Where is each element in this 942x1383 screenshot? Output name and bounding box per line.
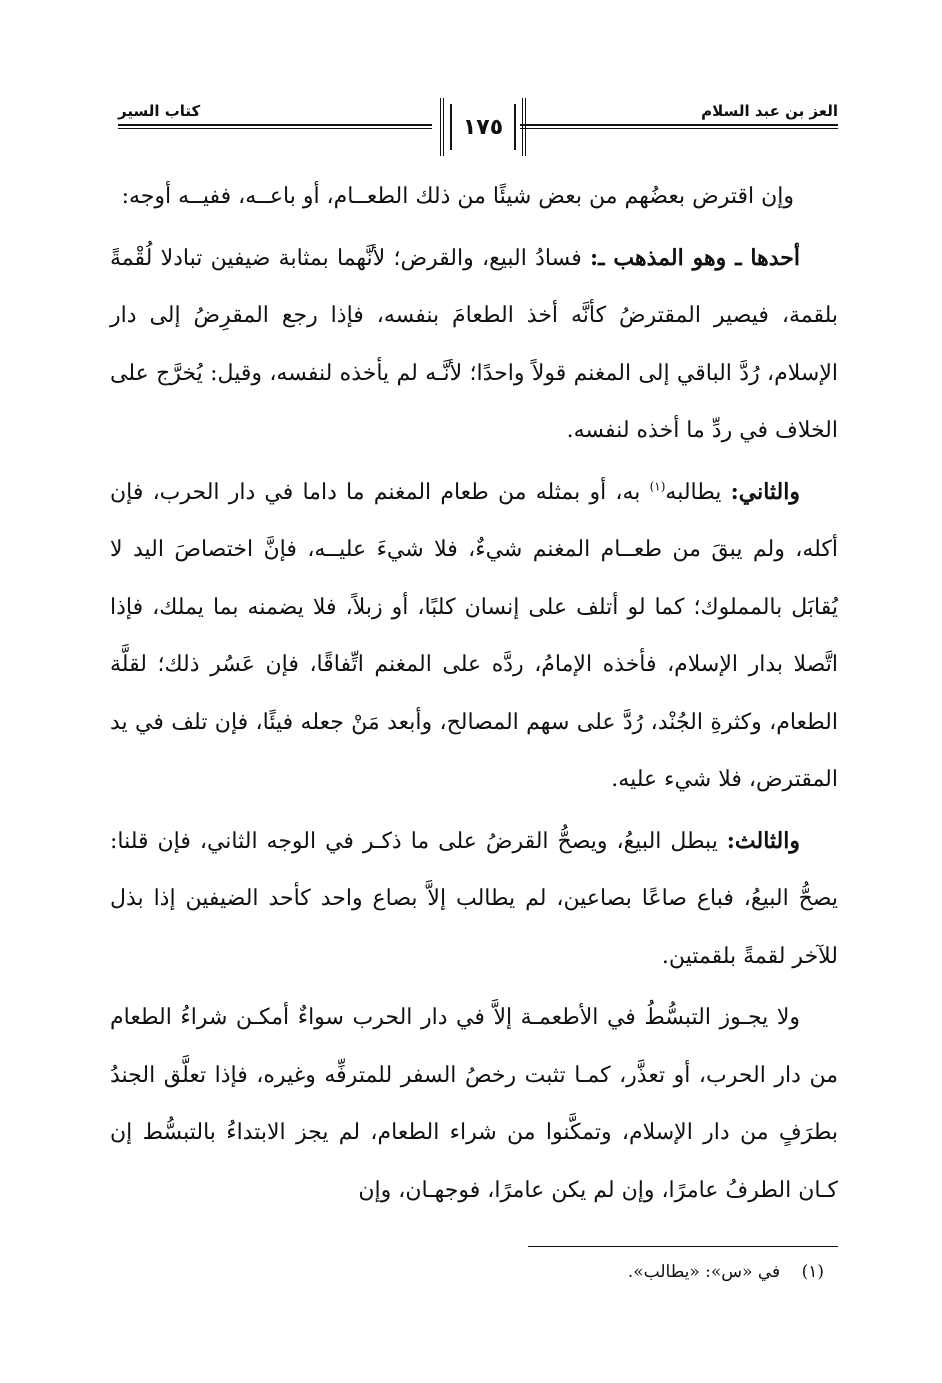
running-header [118,98,838,158]
paragraph-text: فسادُ البيع، والقرض؛ لأنَّهما بمثابة ضيفين تبادلا لُقْمةً بلقمة، فيصير المقترضُ كأنَّه أخذ الطعامَ بنفسه، فإذا رجع المقرِضُ إلى دار الإسلام، رُدَّ الباقي إلى المغنم قولاً واحدًا؛ لأنَّـه لم يأخذه لنفسه، وقيل: يُخرَّج على الخلاف في ردِّ ما أخذه لنفسه. [110,245,838,443]
page-number: ١٧٥ [450,104,516,150]
paragraph-lead: أحدها ـ وهو المذهب ـ: [589,244,800,271]
footnote-separator [528,1246,838,1247]
paragraph-1 [110,168,838,226]
paragraph-text: وإن اقترض بعضُهم من بعض شيئًا من ذلك الطعــام، أو باعــه، ففيــه أوجه: [121,184,794,209]
footnote-reference: (١) [649,479,666,494]
paragraph-lead: والثالث: [726,827,800,854]
paragraph-text: يبطل البيعُ، ويصحُّ القرضُ على ما ذكـر في الوجه الثاني، فإن قلنا: يصحُّ البيعُ، فباع صاعًا بصاعين، لم يطالب إلاَّ بصاع واحد كأحد الضيفين إذا بذل للآخر لقمةً بلقمتين. [110,828,838,969]
footnote-text: في «س»: «يطالب». [627,1262,781,1282]
paragraph-4 [110,813,838,986]
paragraph-2 [110,230,838,460]
paragraph-text: ولا يجـوز التبسُّطُ في الأطعمـة إلاَّ في دار الحرب سواءٌ أمكـن شراءُ الطعام من دار الحرب، أو تعذَّر، كمـا تثبت رخصُ السفر للمترفِّه وغيره، فإذا تعلَّق الجندُ بطرَفٍ من دار الإسلام، وتمكَّنوا من شراء الطعام، لم يجز الابتداءُ بالتبسُّط إن كـان الطرفُ عامرًا، وإن لم يكن عامرًا، فوجهـان، وإن [110,1005,838,1203]
author-name: العز بن عبد السلام [701,102,838,120]
header-rule-left [118,124,432,129]
paragraph-5 [110,989,838,1219]
book-section-title: كتاب السير [118,102,201,120]
paragraph-text: به، أو بمثله من طعام المغنم ما داما في دار الحرب، فإن أكله، ولم يبقَ من طعــام المغنم شيءٌ، فلا شيءَ عليــه، فإنَّ اختصاصَ اليد لا يُقابَل بالمملوك؛ كما لو أتلف على إنسان كلبًا، أو زبلاً، فلا يضمنه بما يملك، فإذا اتَّصلا بدار الإسلام، فأخذه الإمامُ، ردَّه على المغنم اتِّفاقًا، فإن عَسُر ذلك؛ لقلَّة الطعام، وكثرةِ الجُنْد، رُدَّ على سهم المصالح، وأبعد مَنْ جعله فيئًا، فإن تلف في يد المقترض، فلا شيء عليه. [110,479,838,792]
page-number-frame [440,98,526,156]
footnote [628,1262,824,1282]
footnote-number: (١) [801,1262,824,1282]
paragraph-3 [110,464,838,809]
header-rule-right [520,124,838,129]
paragraph-text-before-ref: يطالبه [665,479,731,505]
main-text [110,168,838,1219]
paragraph-lead: والثاني: [730,478,800,505]
